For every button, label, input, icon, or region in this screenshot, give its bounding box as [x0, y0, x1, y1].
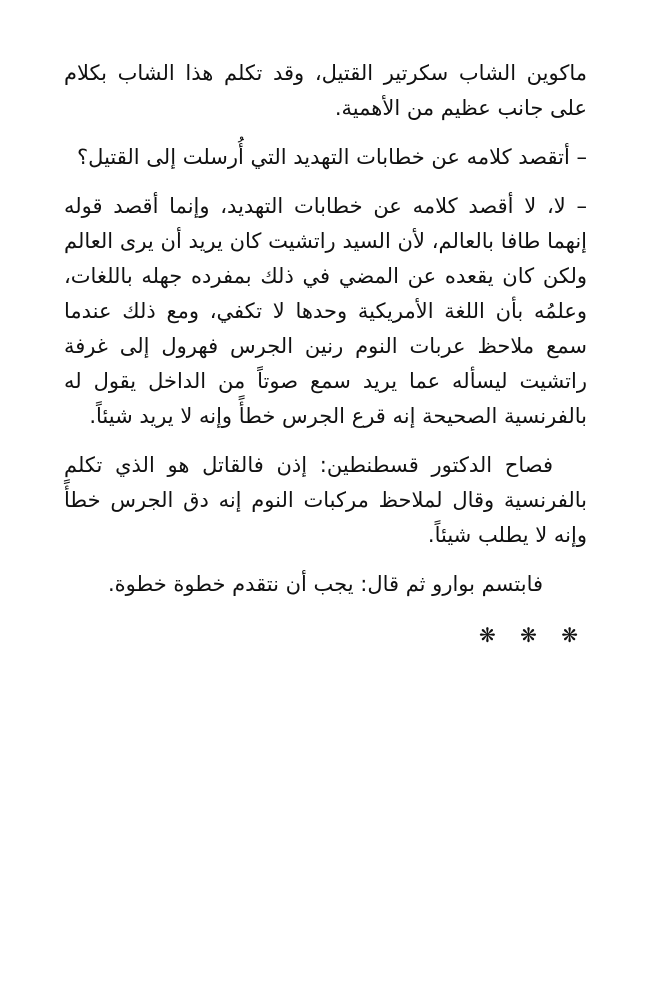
separator-asterism-icon: ❋: [561, 623, 578, 647]
paragraph-5: فابتسم بوارو ثم قال: يجب أن نتقدم خطوة خطوة.: [107, 572, 544, 596]
paragraph-1: ماكوين الشاب سكرتير القتيل، وقد تكلم هذا الشاب بكلام على جانب عظيم من الأهمية.: [64, 61, 587, 120]
separator-asterism-icon: ❋: [520, 623, 537, 647]
section-separator: [64, 618, 587, 653]
paragraph-2: – أتقصد كلامه عن خطابات التهديد التي أُرسلت إلى القتيل؟: [77, 145, 587, 169]
separator-asterism-icon: ❋: [478, 623, 496, 647]
paragraph-3: – لا، لا أقصد كلامه عن خطابات التهديد، وإنما أقصد قوله إنهما طافا بالعالم، لأن السيد راتشيت كان يريد أن يرى العالم ولكن كان يقعده عن المضي في ذلك بمفرده جهله باللغات، وعلمُه بأن اللغة الأمريكية وحدها لا تكفي، ومع ذلك عندما سمع ملاحظ عربات النوم رنين الجرس فهرول إلى غرفة راتشيت ليسأله عما يريد سمع صوتاً من الداخل يقول له بالفرنسية الصحيحة إنه قرع الجرس خطأً وإنه لا يريد شيئاً.: [64, 194, 587, 428]
paragraph-4: فصاح الدكتور قسطنطين: إذن فالقاتل هو الذي تكلم بالفرنسية وقال لملاحظ مركبات النوم إنه دق الجرس خطأً وإنه لا يطلب شيئاً.: [64, 453, 587, 547]
page-text: [64, 56, 587, 653]
